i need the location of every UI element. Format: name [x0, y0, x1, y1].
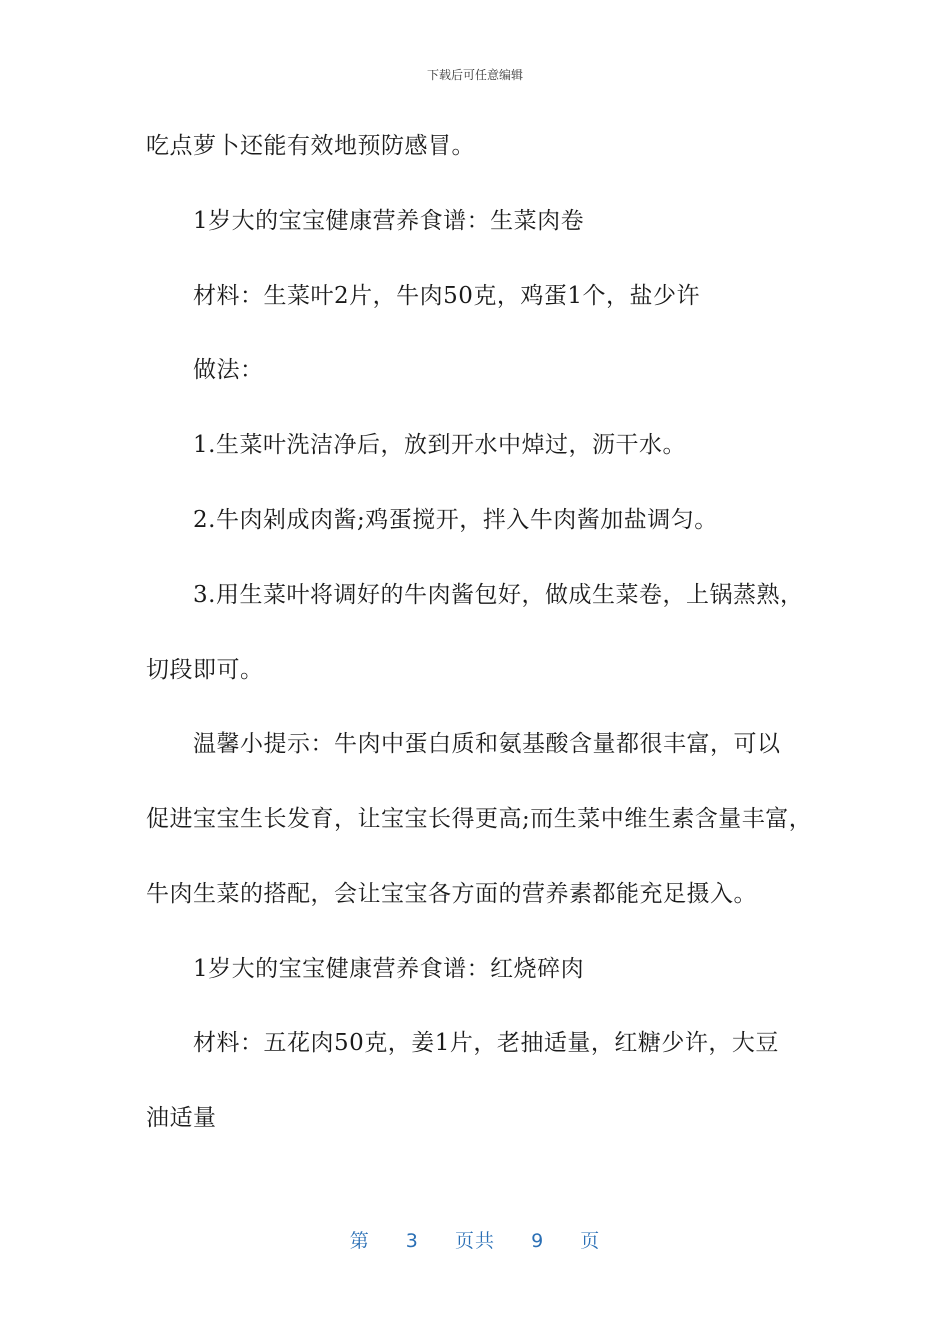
step-line: 3.用生菜叶将调好的牛肉酱包好，做成生菜卷，上锅蒸熟， — [193, 582, 804, 608]
tip-line: 温馨小提示：牛肉中蛋白质和氨基酸含量都很丰富，可以 — [193, 731, 781, 757]
body-line: 吃点萝卜还能有效地预防感冒。 — [146, 133, 475, 159]
page-middle: 页共 — [454, 1230, 495, 1252]
tip-line: 促进宝宝生长发育，让宝宝长得更高;而生菜中维生素含量丰富， — [146, 806, 813, 832]
section-heading: 1岁大的宝宝健康营养食谱：生菜肉卷 — [193, 208, 585, 234]
page-number-footer — [0, 1226, 950, 1253]
page-total: 9 — [531, 1230, 545, 1252]
page-prefix: 第 — [349, 1230, 370, 1252]
step-line: 2.牛肉剁成肉酱;鸡蛋搅开，拌入牛肉酱加盐调匀。 — [193, 507, 718, 533]
ingredients-line: 材料：五花肉50克，姜1片，老抽适量，红糖少许，大豆 — [193, 1030, 779, 1056]
tip-line: 牛肉生菜的搭配，会让宝宝各方面的营养素都能充足摄入。 — [146, 881, 757, 907]
page-header-note: 下载后可任意编辑 — [426, 68, 523, 82]
method-label: 做法： — [193, 357, 264, 383]
section-heading: 1岁大的宝宝健康营养食谱：红烧碎肉 — [193, 956, 585, 982]
ingredients-line-continued: 油适量 — [146, 1105, 217, 1131]
step-line: 1.生菜叶洗洁净后，放到开水中焯过，沥干水。 — [193, 432, 686, 458]
page-suffix: 页 — [580, 1230, 601, 1252]
ingredients-line: 材料：生菜叶2片，牛肉50克，鸡蛋1个，盐少许 — [193, 283, 701, 309]
page-current: 3 — [405, 1230, 419, 1252]
step-line-continued: 切段即可。 — [146, 657, 264, 683]
